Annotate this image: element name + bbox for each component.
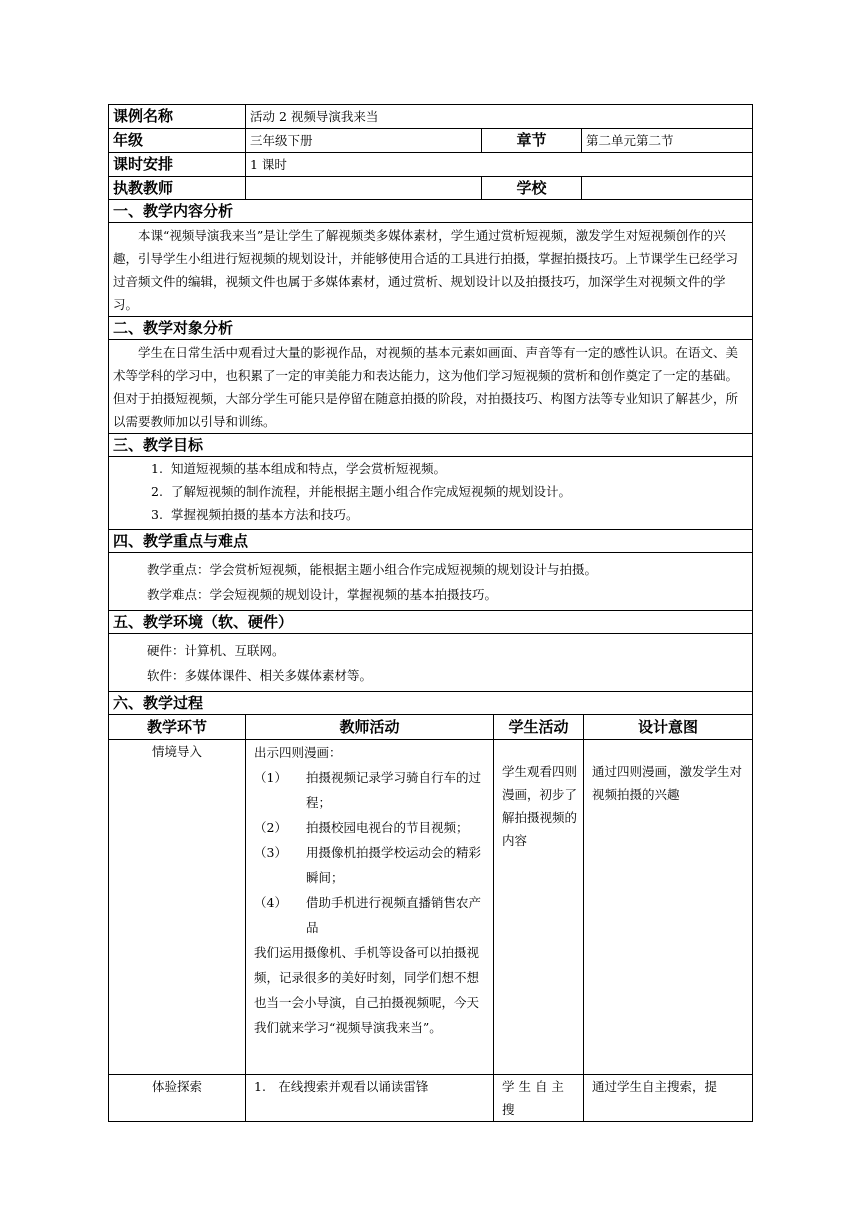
table-row	[109, 740, 753, 1075]
section-process-title: 六、教学过程	[109, 692, 753, 715]
grade-value: 三年级下册	[246, 129, 482, 153]
software-text: 软件：多媒体课件、相关多媒体素材等。	[147, 668, 373, 683]
header-student: 学生活动	[494, 715, 584, 740]
course-name-label: 课例名称	[109, 105, 246, 129]
list-item: （1） 拍摄视频记录学习骑自行车的过程；	[254, 770, 482, 810]
info-table	[108, 104, 753, 715]
chapter-label: 章节	[482, 129, 582, 153]
hardware-text: 硬件：计算机、互联网。	[147, 643, 285, 658]
difficulty-text: 教学难点：学会短视频的规划设计，掌握视频的基本拍摄技巧。	[147, 587, 498, 602]
hours-value: 1 课时	[246, 153, 753, 177]
process-table	[108, 714, 753, 1122]
design-intent-cell: 通过四则漫画，激发学生对视频拍摄的兴趣	[584, 740, 753, 1075]
hours-label: 课时安排	[109, 153, 246, 177]
header-teacher: 教师活动	[246, 715, 494, 740]
section-key-points-title: 四、教学重点与难点	[109, 530, 753, 553]
goal-item: 3. 掌握视频拍摄的基本方法和技巧。	[151, 507, 359, 522]
list-item: （4） 借助手机进行视频直播销售农产品	[254, 895, 482, 935]
stage-cell: 体验探索	[109, 1075, 246, 1122]
student-activity-cell: 学 生 自 主 搜	[494, 1075, 584, 1122]
teacher-intro: 出示四则漫画：	[254, 745, 342, 760]
key-point-text: 教学重点：学会赏析短视频，能根据主题小组合作完成短视频的规划设计与拍摄。	[147, 562, 598, 577]
chapter-value: 第二单元第二节	[582, 129, 753, 153]
table-row	[109, 1075, 753, 1122]
student-activity-cell: 学生观看四则漫画，初步了解拍摄视频的内容	[494, 740, 584, 1075]
list-item: （3） 用摄像机拍摄学校运动会的精彩瞬间；	[254, 845, 482, 885]
design-intent-cell: 通过学生自主搜索，提	[584, 1075, 753, 1122]
goal-item: 1. 知道短视频的基本组成和特点，学会赏析短视频。	[151, 461, 446, 476]
teacher-value	[246, 177, 482, 200]
content-analysis-text: 本课“视频导演我来当”是让学生了解视频类多媒体素材，学生通过赏析短视频，激发学生对短视频创作的兴趣，引导学生小组进行短视频的规划设计，并能够使用合适的工具进行拍摄，掌握拍摄技巧。上节课学生已经学习过音频文件的编辑，视频文件也属于多媒体素材，通过赏析、规划设计以及拍摄技巧，加深学生对视频文件的学习。	[113, 228, 739, 312]
teacher-label: 执教教师	[109, 177, 246, 200]
stage-cell: 情境导入	[109, 740, 246, 1075]
school-label: 学校	[482, 177, 582, 200]
grade-label: 年级	[109, 129, 246, 153]
header-stage: 教学环节	[109, 715, 246, 740]
header-intent: 设计意图	[584, 715, 753, 740]
section-environment-title: 五、教学环境（软、硬件）	[109, 611, 753, 634]
goals-list	[109, 457, 753, 530]
lesson-plan	[108, 104, 752, 1122]
section-student-analysis-title: 二、教学对象分析	[109, 317, 753, 340]
teacher-activity-cell: 1. 在线搜索并观看以诵读雷锋	[246, 1075, 494, 1122]
goal-item: 2. 了解短视频的制作流程，并能根据主题小组合作完成短视频的规划设计。	[151, 484, 571, 499]
section-goals-title: 三、教学目标	[109, 434, 753, 457]
student-analysis-text: 学生在日常生活中观看过大量的影视作品，对视频的基本元素如画面、声音等有一定的感性认识。在语文、美术等学科的学习中，也积累了一定的审美能力和表达能力，这为他们学习短视频的赏析和创作奠定了一定的基础。但对于拍摄短视频，大部分学生可能只是停留在随意拍摄的阶段，对拍摄技巧、构图方法等专业知识了解甚少，所以需要教师加以引导和训练。	[113, 345, 739, 429]
course-name-value: 活动 2 视频导演我来当	[246, 105, 753, 129]
teacher-closing: 我们运用摄像机、手机等设备可以拍摄视频，记录很多的美好时刻，同学们想不想也当一会小导演，自己拍摄视频呢，今天我们就来学习“视频导演我来当”。	[254, 945, 480, 1035]
list-item: （2） 拍摄校园电视台的节目视频；	[254, 820, 469, 835]
section-content-analysis-title: 一、教学内容分析	[109, 200, 753, 223]
school-value	[582, 177, 753, 200]
